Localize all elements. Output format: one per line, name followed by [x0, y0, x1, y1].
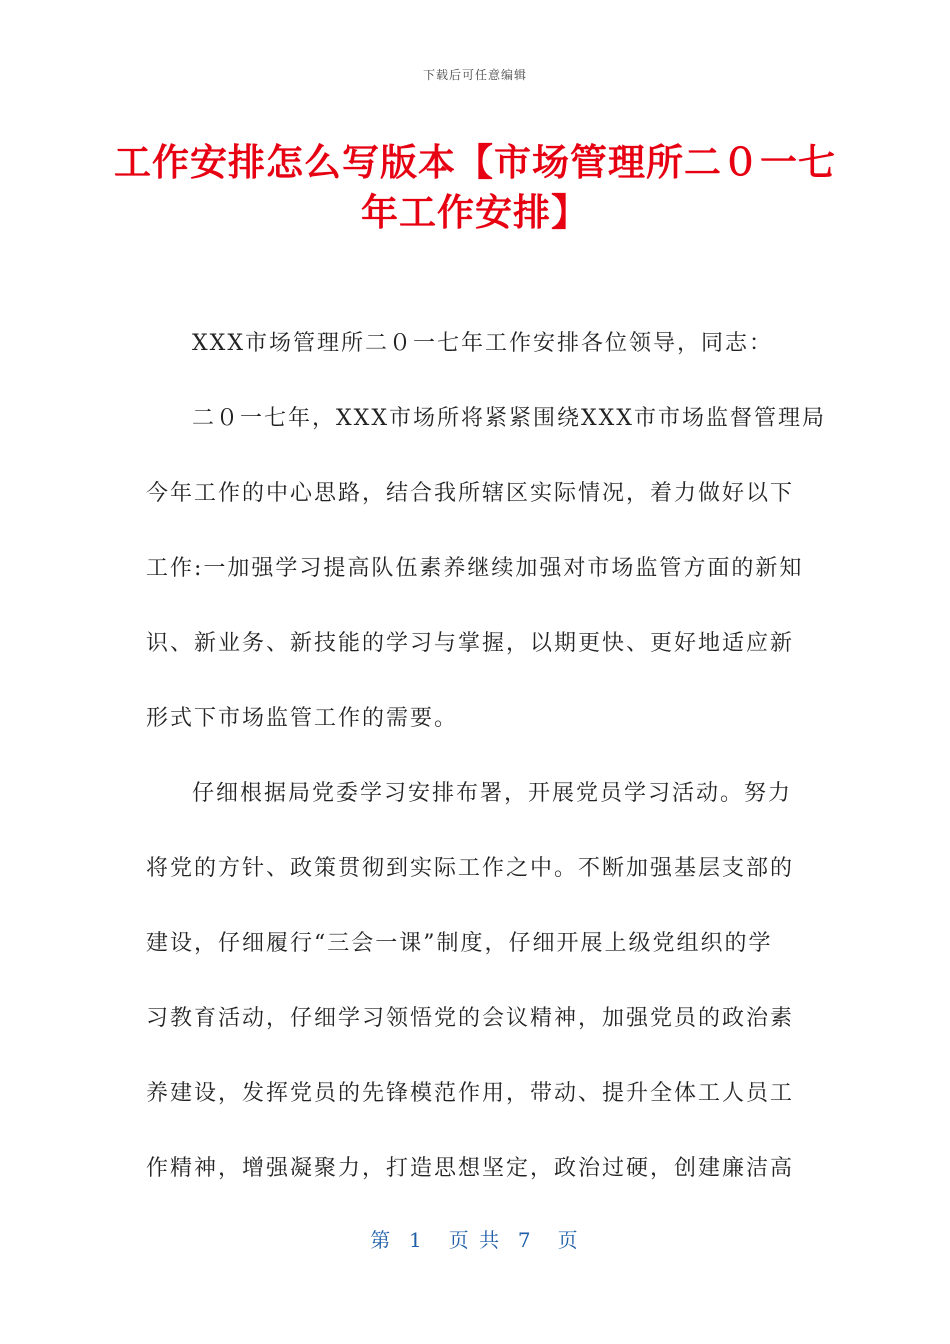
header-note: 下载后可任意编辑	[422, 68, 527, 82]
paragraph-line: 养建设，发挥党员的先锋模范作用，带动、提升全体工人员工	[146, 1081, 795, 1106]
paragraph-line: 作精神，增强凝聚力，打造思想坚定，政治过硬，创建廉洁高	[146, 1156, 795, 1181]
title-line: 年工作安排】	[361, 191, 589, 234]
paragraph-line: 建设，仔细履行“三会一课”制度，仔细开展上级党组织的学	[146, 931, 773, 956]
paragraph-line: 今年工作的中心思路，结合我所辖区实际情况，着力做好以下	[146, 481, 795, 506]
paragraph-line: 仔细根据局党委学习安排布署，开展党员学习活动。努力	[192, 781, 793, 806]
paragraph-line: 工作:一加强学习提高队伍素养继续加强对市场监管方面的新知	[146, 556, 804, 581]
page-footer: 第 1 页 共 7 页	[370, 1228, 580, 1252]
paragraph-line: XXX市场管理所二０一七年工作安排各位领导，同志：	[192, 331, 773, 356]
title-line: 工作安排怎么写版本【市场管理所二０一七	[114, 141, 836, 184]
paragraph-line: 二０一七年，XXX市场所将紧紧围绕XXX市市场监督管理局	[192, 406, 826, 431]
paragraph-line: 形式下市场监管工作的需要。	[146, 706, 459, 731]
paragraph-line: 将党的方针、政策贯彻到实际工作之中。不断加强基层支部的	[146, 856, 795, 881]
document-title	[100, 138, 850, 238]
paragraph-line: 习教育活动，仔细学习领悟党的会议精神，加强党员的政治素	[146, 1006, 795, 1031]
body-text	[146, 306, 826, 1206]
paragraph-line: 识、新业务、新技能的学习与掌握，以期更快、更好地适应新	[146, 631, 795, 656]
